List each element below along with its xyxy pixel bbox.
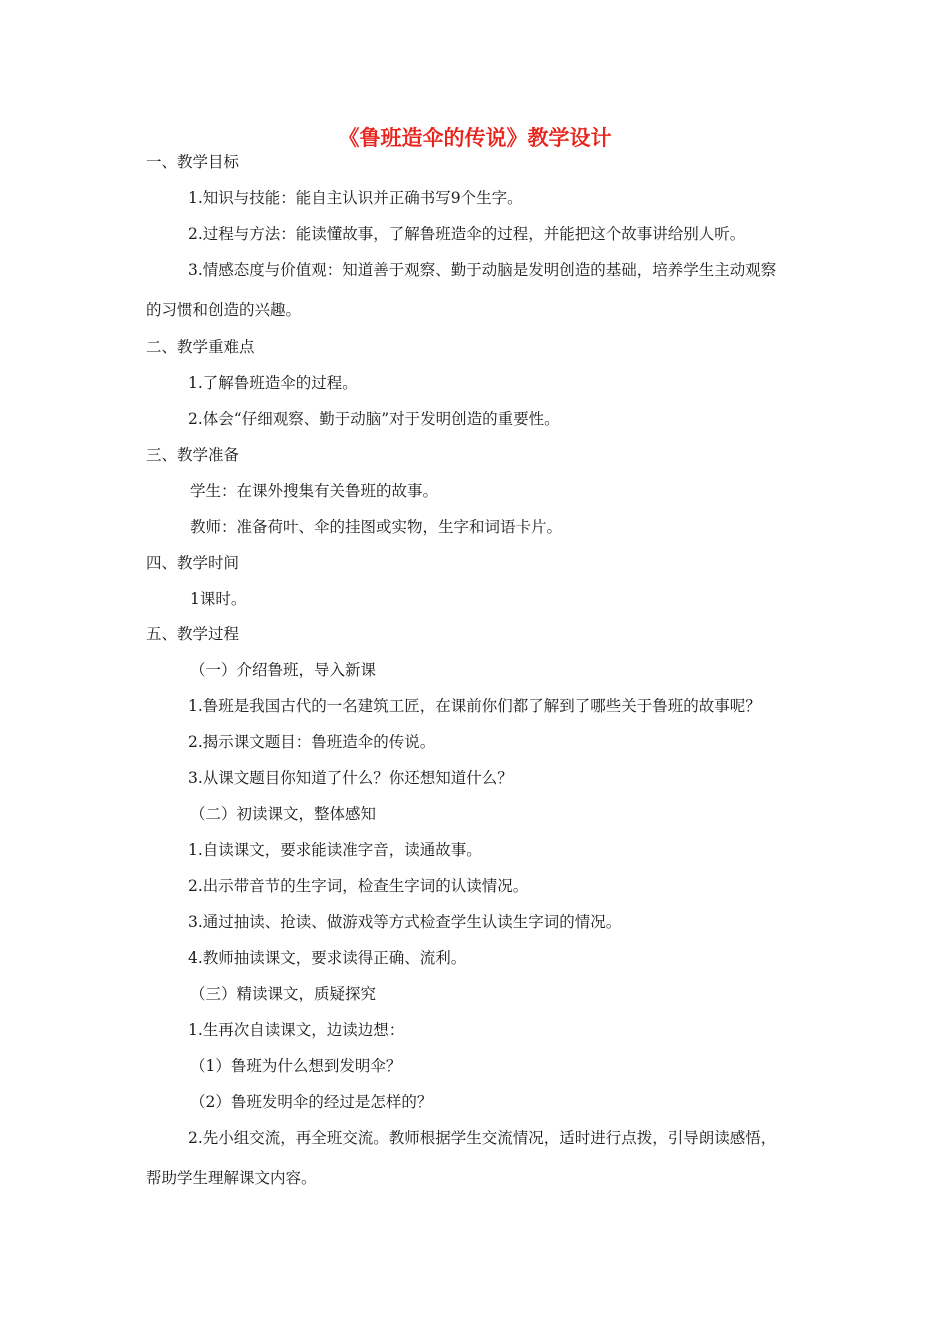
process-item-1-2: 2.揭示课文题目：鲁班造伞的传说。 (188, 733, 436, 751)
process-item-3-2-line-2: 帮助学生理解课文内容。 (146, 1169, 317, 1187)
process-item-1-1: 1.鲁班是我国古代的一名建筑工匠，在课前你们都了解到了哪些关于鲁班的故事呢？ (188, 697, 761, 715)
preparation-student: 学生：在课外搜集有关鲁班的故事。 (190, 482, 439, 500)
subsection-title-1: （一）介绍鲁班，导入新课 (190, 661, 377, 679)
section-heading-preparation: 三、教学准备 (146, 446, 240, 464)
process-item-3-2-line-1: 2.先小组交流，再全班交流。教师根据学生交流情况，适时进行点拨，引导朗读感悟， (188, 1129, 777, 1147)
process-item-2-4: 4.教师抽读课文，要求读得正确、流利。 (188, 949, 467, 967)
preparation-teacher: 教师：准备荷叶、伞的挂图或实物，生字和词语卡片。 (190, 518, 563, 536)
process-question-1: （1）鲁班为什么想到发明伞？ (190, 1057, 402, 1075)
time-value: 1课时。 (190, 590, 247, 608)
subsection-title-3: （三）精读课文，质疑探究 (190, 985, 377, 1003)
process-item-2-1: 1.自读课文，要求能读准字音，读通故事。 (188, 841, 482, 859)
goal-item-3-line-1: 3.情感态度与价值观：知道善于观察、勤于动脑是发明创造的基础，培养学生主动观察 (188, 261, 777, 279)
goal-item-2: 2.过程与方法：能读懂故事，了解鲁班造伞的过程，并能把这个故事讲给别人听。 (188, 225, 746, 243)
process-item-2-2: 2.出示带音节的生字词，检查生字词的认读情况。 (188, 877, 529, 895)
section-heading-process: 五、教学过程 (146, 625, 240, 643)
subsection-title-2: （二）初读课文，整体感知 (190, 805, 377, 823)
section-heading-goals: 一、教学目标 (146, 153, 240, 171)
goal-item-3-line-2: 的习惯和创造的兴趣。 (146, 301, 302, 319)
key-point-1: 1.了解鲁班造伞的过程。 (188, 374, 358, 392)
document-title: 《鲁班造伞的传说》教学设计 (338, 125, 612, 150)
goal-item-1: 1.知识与技能：能自主认识并正确书写9个生字。 (188, 189, 523, 207)
process-item-3-1: 1.生再次自读课文，边读边想： (188, 1021, 405, 1039)
process-item-1-3: 3.从课文题目你知道了什么？你还想知道什么？ (188, 769, 513, 787)
section-heading-key-points: 二、教学重难点 (146, 338, 255, 356)
key-point-2: 2.体会“仔细观察、勤于动脑”对于发明创造的重要性。 (188, 410, 560, 428)
process-question-2: （2）鲁班发明伞的经过是怎样的？ (190, 1093, 433, 1111)
section-heading-time: 四、教学时间 (146, 554, 240, 572)
process-item-2-3: 3.通过抽读、抢读、做游戏等方式检查学生认读生字词的情况。 (188, 913, 622, 931)
